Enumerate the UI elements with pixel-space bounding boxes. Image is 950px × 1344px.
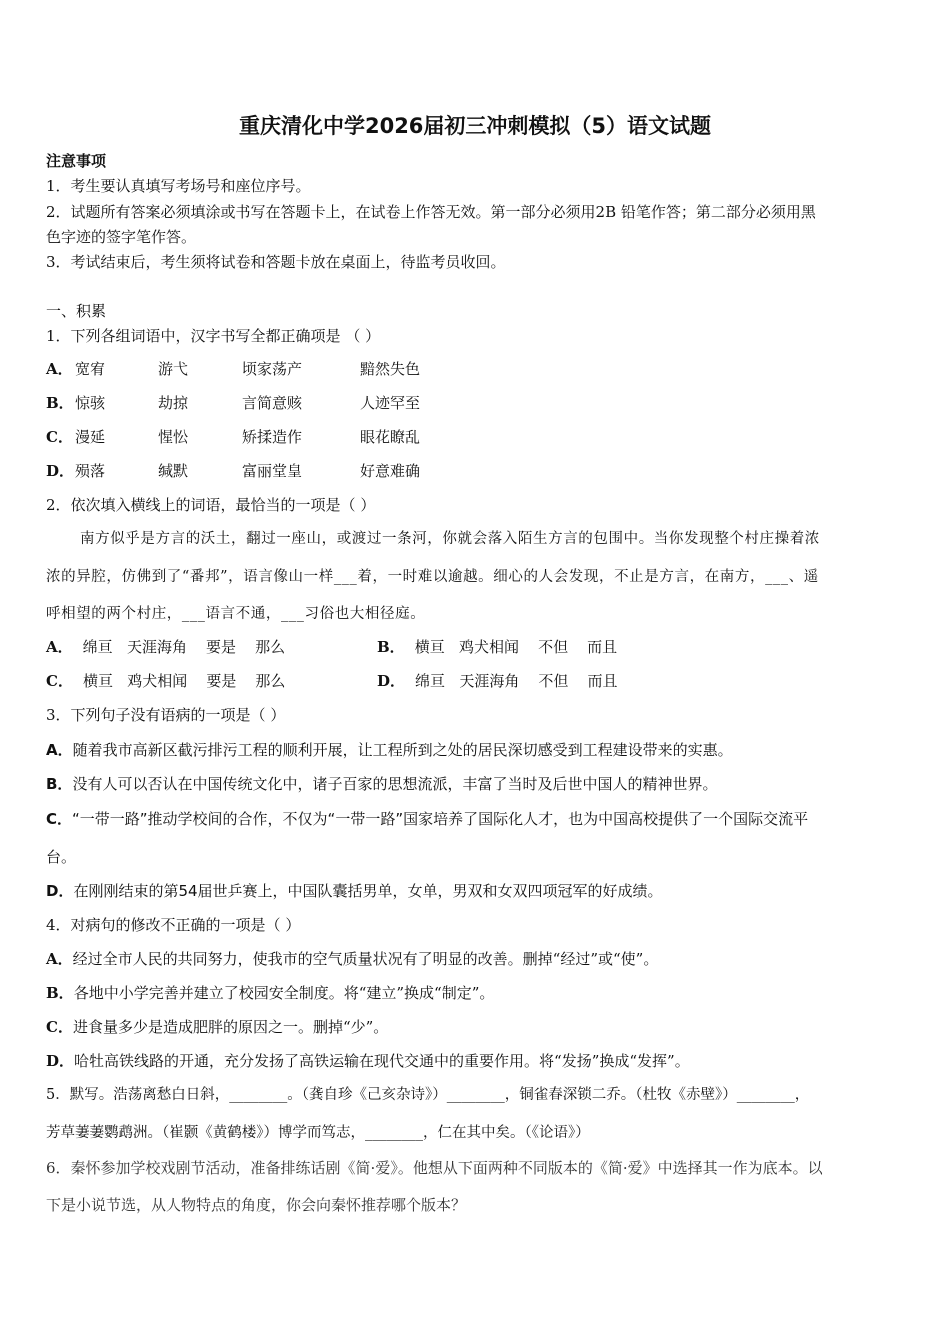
option-word: 劫掠 bbox=[158, 394, 189, 412]
question-3-option-a bbox=[46, 739, 908, 761]
passage-line-2: 浓的异腔，仿佛到了“番邦”，语言像山一样___着，一时难以逾越。细心的人会发现，不止是方言，在南方，___、遥 bbox=[46, 569, 819, 585]
option-word: 富丽堂皇 bbox=[242, 462, 303, 480]
option-text: “一带一路”推动学校间的合作，不仅为“一带一路”国家培养了国际化人才，也为中国高校提供了一个国际交流平 bbox=[72, 810, 809, 828]
option-word: 殒落 bbox=[75, 462, 106, 480]
option-text: 在刚刚结束的第54届世乒赛上，中国队囊括男单，女单，男双和女双四项冠军的好成绩。 bbox=[73, 882, 663, 900]
option-word: 惺忪 bbox=[158, 428, 189, 446]
option-word: 漫延 bbox=[75, 428, 106, 446]
notice-item-2-cont: 色字迹的签字笔作答。 bbox=[46, 228, 197, 246]
question-3-stem: 3．下列句子没有语病的一项是（ ） bbox=[46, 706, 286, 724]
option-text: 绵亘 天涯海角 要是 那么 bbox=[82, 638, 286, 656]
option-text: 经过全市人民的共同努力，使我市的空气质量状况有了明显的改善。删掉“经过”或“使”。 bbox=[72, 950, 659, 968]
option-word: 缄默 bbox=[158, 462, 189, 480]
option-word: 矫揉造作 bbox=[242, 428, 303, 446]
option-text: 进食量多少是造成肥胖的原因之一。删掉“少”。 bbox=[72, 1018, 389, 1036]
option-label: A． bbox=[46, 950, 73, 968]
option-label: A． bbox=[46, 741, 73, 759]
option-label: B． bbox=[46, 775, 73, 793]
option-label: D． bbox=[46, 1052, 75, 1070]
question-2-option-c bbox=[46, 670, 285, 692]
option-label: A． bbox=[46, 638, 73, 656]
question-6-line-2: 下是小说节选，从人物特点的角度，你会向秦怀推荐哪个版本？ bbox=[46, 1196, 467, 1214]
option-label: B． bbox=[377, 638, 405, 656]
notice-item-3: 3．考试结束后，考生须将试卷和答题卡放在桌面上，待监考员收回。 bbox=[46, 253, 506, 271]
option-label: C． bbox=[46, 428, 73, 446]
question-4-stem: 4．对病句的修改不正确的一项是（ ） bbox=[46, 916, 301, 934]
section-heading: 一、积累 bbox=[46, 302, 107, 320]
option-word: 顷家荡产 bbox=[242, 360, 303, 378]
question-5-line-1: 5．默写。浩荡离愁白日斜，________。（龚自珍《己亥杂诗》）________，铜雀春深锁二乔。（杜牧《赤壁》）________， bbox=[46, 1087, 810, 1103]
option-label: B． bbox=[46, 394, 74, 412]
option-text: 随着我市高新区截污排污工程的顺利开展，让工程所到之处的居民深切感受到工程建设带来的实惠。 bbox=[72, 741, 733, 759]
question-2-stem: 2．依次填入横线上的词语，最恰当的一项是（ ） bbox=[46, 496, 376, 514]
question-3-option-b bbox=[46, 773, 908, 795]
question-2-option-a bbox=[46, 636, 285, 658]
question-3-option-d bbox=[46, 880, 908, 902]
question-1-stem: 1．下列各组词语中，汉字书写全都正确项是 （ ） bbox=[46, 327, 381, 345]
question-4-option-b bbox=[46, 982, 908, 1004]
notice-item-1: 1．考生要认真填写考场号和座位序号。 bbox=[46, 177, 311, 195]
option-text: 横亘 鸡犬相闻 不但 而且 bbox=[414, 638, 618, 656]
option-label: D． bbox=[46, 882, 74, 900]
option-text: 绵亘 天涯海角 不但 而且 bbox=[415, 672, 618, 690]
option-label: C． bbox=[46, 810, 73, 828]
option-word: 好意难确 bbox=[360, 462, 421, 480]
question-2-option-d bbox=[377, 670, 617, 692]
option-text: 各地中小学完善并建立了校园安全制度。将“建立”换成“制定”。 bbox=[73, 984, 495, 1002]
option-label: D． bbox=[377, 672, 406, 690]
question-3-option-c-cont: 台。 bbox=[46, 848, 77, 866]
option-label: A． bbox=[46, 360, 73, 378]
question-4-option-d bbox=[46, 1050, 908, 1072]
option-word: 游弋 bbox=[158, 360, 189, 378]
option-word: 黯然失色 bbox=[360, 360, 421, 378]
option-label: C． bbox=[46, 1018, 73, 1036]
option-text: 哈牡高铁线路的开通，充分发扬了高铁运输在现代交通中的重要作用。将“发扬”换成“发挥”。 bbox=[74, 1052, 690, 1070]
question-4-option-c bbox=[46, 1016, 908, 1038]
notice-heading: 注意事项 bbox=[46, 152, 107, 170]
question-6-line-1: 6．秦怀参加学校戏剧节活动，准备排练话剧《简·爱》。他想从下面两种不同版本的《简·爱》中选择其一作为底本。以 bbox=[46, 1159, 823, 1177]
passage-line-1: 南方似乎是方言的沃土，翻过一座山，或渡过一条河，你就会落入陌生方言的包围中。当你发现整个村庄操着浓 bbox=[80, 531, 820, 547]
option-label: D． bbox=[46, 462, 75, 480]
question-5-line-2: 芳草萋萋鹦鹉洲。（崔颢《黄鹤楼》）博学而笃志，________，仁在其中矣。（《论语》） bbox=[46, 1125, 590, 1141]
passage-line-3: 呼相望的两个村庄，___语言不通，___习俗也大相径庭。 bbox=[46, 606, 426, 622]
question-2-option-b bbox=[377, 636, 617, 658]
question-4-option-a bbox=[46, 948, 908, 970]
notice-item-2: 2．试题所有答案必须填涂或书写在答题卡上，在试卷上作答无效。第一部分必须用2B 铅笔作答；第二部分必须用黑 bbox=[46, 203, 816, 221]
option-word: 惊骇 bbox=[75, 394, 106, 412]
option-word: 人迹罕至 bbox=[360, 394, 421, 412]
page-title: 重庆清化中学2026届初三冲刺模拟（5）语文试题 bbox=[238, 114, 712, 138]
option-word: 言简意赅 bbox=[242, 394, 303, 412]
option-word: 宽宥 bbox=[75, 360, 106, 378]
question-3-option-c bbox=[46, 808, 908, 830]
option-word: 眼花瞭乱 bbox=[360, 428, 421, 446]
option-label: C． bbox=[46, 672, 73, 690]
option-text: 没有人可以否认在中国传统文化中，诸子百家的思想流派，丰富了当时及后世中国人的精神世界。 bbox=[72, 775, 718, 793]
option-text: 横亘 鸡犬相闻 要是 那么 bbox=[82, 672, 286, 690]
option-label: B． bbox=[46, 984, 74, 1002]
